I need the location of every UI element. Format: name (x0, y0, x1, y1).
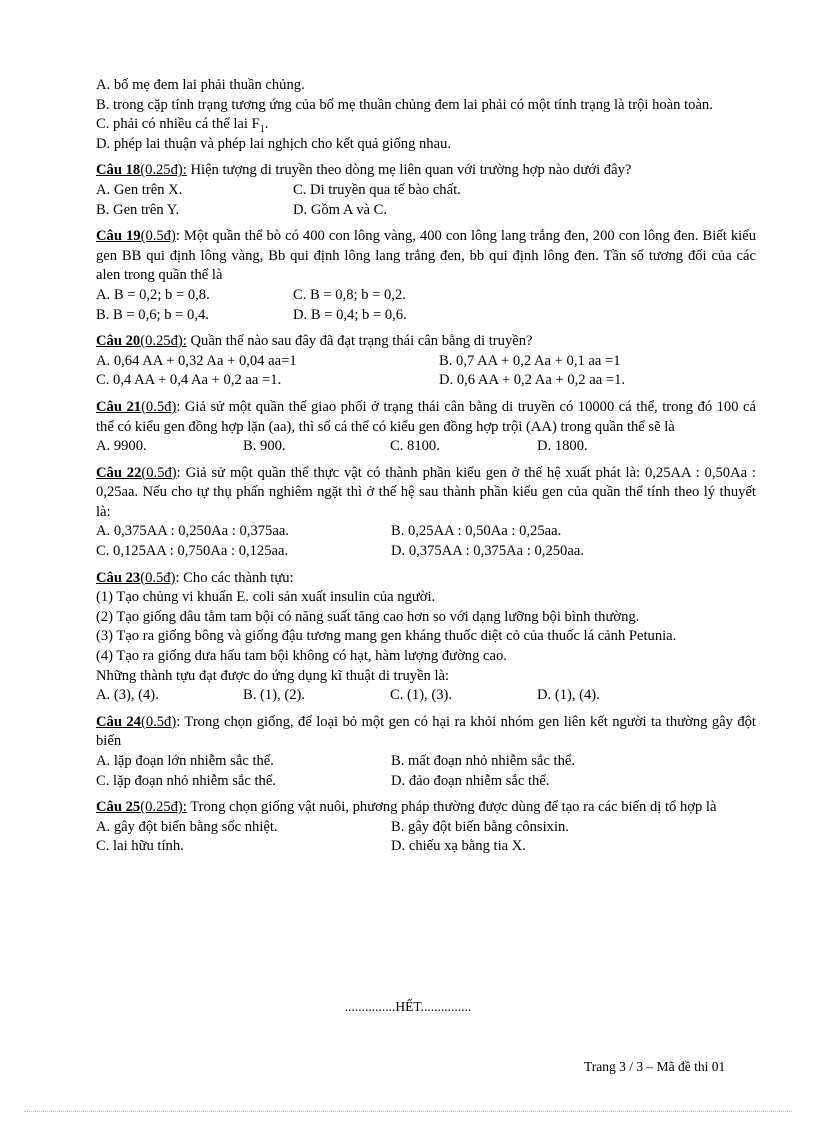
question-22 (96, 464, 756, 562)
question-text: Quần thể nào sau đây đã đạt trạng thái cân bằng di truyền? (186, 333, 533, 350)
options-row (96, 352, 756, 372)
options-row (96, 286, 756, 306)
question-stem (96, 713, 756, 752)
options-row (96, 371, 756, 391)
options-row (96, 542, 756, 562)
option-b: B. Gen trên Y. (96, 201, 180, 218)
options-row (96, 772, 756, 792)
options-row (96, 522, 756, 542)
option-a: A. Gen trên X. (96, 181, 183, 198)
question-label: Câu 19 (96, 228, 141, 245)
statement-1: (1) Tạo chủng vi khuẩn E. coli sản xuất insulin của người. (96, 589, 436, 606)
question-text: : Giả sử một quần thể thực vật có thành phần kiểu gen ở thế hệ xuất phát là: 0,25AA : 0,50Aa : 0,25aa. Nếu cho tự thụ phấn nghiêm ngặt thì ở thế hệ sau thành phần kiểu gen của quần thể tính theo lý thuyết là: (96, 464, 756, 520)
option-d: D. 1800. (537, 438, 588, 455)
option-b: B. 0,7 AA + 0,2 Aa + 0,1 aa =1 (439, 352, 621, 369)
question-points: (0.5đ) (141, 398, 177, 415)
exam-page (96, 76, 756, 857)
option-c: C. 0,4 AA + 0,4 Aa + 0,2 aa =1. (96, 372, 282, 389)
question-stem (96, 798, 756, 818)
question-ask: Những thành tựu đạt được do ứng dụng kĩ thuật di truyền là: (96, 667, 450, 684)
option-c: C. B = 0,8; b = 0,2. (293, 286, 406, 303)
question-points: (0.5đ) (140, 713, 177, 730)
option-a: A. lặp đoạn lớn nhiễm sắc thể. (96, 753, 274, 769)
question-23 (96, 569, 756, 706)
option-c: C. (1), (3). (390, 687, 453, 704)
question-stem (96, 332, 756, 352)
question-points: (0.25đ): (140, 162, 187, 179)
option-b: B. B = 0,6; b = 0,4. (96, 306, 209, 323)
question-20 (96, 332, 756, 391)
question-18 (96, 161, 756, 220)
options-row (96, 181, 756, 201)
question-text: : Trong chọn giống, để loại bỏ một gen có hại ra khỏi nhóm gen liên kết người ta thường gây đột biến (96, 713, 756, 750)
option-d: D. (1), (4). (537, 687, 600, 704)
option-a: A. 9900. (96, 438, 147, 455)
question-text: Hiện tượng di truyền theo dòng mẹ liên quan với trường hợp nào dưới đây? (186, 162, 632, 179)
options-row (96, 818, 756, 838)
question-stem (96, 398, 756, 437)
question-label: Câu 21 (96, 398, 142, 415)
option-a: A. gây đột biến bằng sốc nhiệt. (96, 818, 278, 835)
question-21 (96, 398, 756, 457)
question-label: Câu 20 (96, 333, 141, 350)
question-points: (0.25đ): (140, 799, 187, 816)
question-label: Câu 24 (96, 713, 141, 730)
page-bottom-divider (24, 1111, 792, 1112)
option-c: C. 0,125AA : 0,750Aa : 0,125aa. (96, 543, 289, 560)
question-text: : Một quần thể bò có 400 con lông vàng, 400 con lông lang trắng đen, 200 con lông đen. Biết kiểu gen BB qui định lông vàng, Bb qui định lông lang trắng đen, bb qui định lông đen. Tần số tương đối của các alen trong quần thể là (96, 228, 756, 284)
option-b: B. trong cặp tính trạng tương ứng của bố mẹ thuần chủng đem lai phải có một tính trạng là trội hoàn toàn. (96, 96, 713, 113)
option-d: D. Gồm A và C. (293, 201, 388, 218)
page-footer: Trang 3 / 3 – Mã đề thi 01 (584, 1059, 726, 1074)
option-b: B. (1), (2). (243, 687, 306, 704)
question-text: : Cho các thành tựu: (175, 569, 294, 586)
end-marker: ...............HẾT............... (344, 999, 472, 1014)
options-row (96, 201, 756, 221)
option-a: A. 0,64 AA + 0,32 Aa + 0,04 aa=1 (96, 352, 297, 369)
option-c: C. lai hữu tính. (96, 838, 184, 855)
question-19 (96, 227, 756, 325)
options-row (96, 306, 756, 326)
option-d: D. phép lai thuận và phép lai nghịch cho kết quả giống nhau. (96, 135, 452, 152)
option-d: D. chiếu xạ bằng tia X. (391, 838, 526, 855)
question-24 (96, 713, 756, 791)
question-stem (96, 227, 756, 286)
option-a: A. bố mẹ đem lai phải thuần chủng. (96, 77, 305, 93)
question-stem (96, 161, 756, 181)
option-a: A. (3), (4). (96, 687, 159, 704)
statement-2: (2) Tạo giống dâu tằm tam bội có năng suất tăng cao hơn so với dạng lưỡng bội bình thường. (96, 608, 640, 625)
statement-4: (4) Tạo ra giống dưa hấu tam bội không có hạt, hàm lượng đường cao. (96, 648, 507, 665)
question-points: (0.25đ): (140, 333, 187, 350)
question-text: Trong chọn giống vật nuôi, phương pháp thường được dùng để tạo ra các biến dị tổ hợp là (186, 799, 717, 816)
question-label: Câu 22 (96, 464, 142, 481)
option-c: C. Di truyền qua tế bào chất. (293, 181, 461, 198)
option-b: B. 900. (243, 438, 286, 455)
option-a: A. 0,375AA : 0,250Aa : 0,375aa. (96, 523, 289, 540)
option-d: D. B = 0,4; b = 0,6. (293, 306, 407, 323)
option-c: C. 8100. (390, 438, 440, 455)
options-row (96, 437, 756, 457)
option-b: B. gây đột biến bằng cônsixin. (391, 818, 569, 835)
option-b: B. 0,25AA : 0,50Aa : 0,25aa. (391, 523, 562, 540)
question-17-options (96, 76, 756, 154)
question-label: Câu 18 (96, 162, 141, 179)
option-c: C. lặp đoạn nhỏ nhiễm sắc thể. (96, 772, 276, 789)
statement-3: (3) Tạo ra giống bông và giống đậu tương mang gen kháng thuốc diệt cỏ của thuốc lá cảnh Petunia. (96, 628, 677, 645)
question-stem (96, 569, 756, 589)
option-a: A. B = 0,2; b = 0,8. (96, 286, 210, 303)
question-points: (0.5đ) (141, 464, 177, 481)
question-label: Câu 25 (96, 799, 141, 816)
option-c: C. phải có nhiều cá thể lai $F_1$. (96, 116, 269, 136)
option-d: D. 0,6 AA + 0,2 Aa + 0,2 aa =1. (439, 372, 626, 389)
option-b: B. mất đoạn nhỏ nhiễm sắc thể. (391, 753, 576, 769)
question-text: : Giả sử một quần thể giao phối ở trạng thái cân bằng di truyền có 10000 cá thể, trong đó 100 cá thể có kiểu gen đồng hợp lặn (aa), thì số cá thể có kiểu gen đồng hợp trội (AA) trong quần thể sẽ là (96, 398, 756, 435)
option-d: D. đảo đoạn nhiễm sắc thể. (391, 772, 550, 789)
option-d: D. 0,375AA : 0,375Aa : 0,250aa. (391, 543, 584, 560)
options-row (96, 837, 756, 857)
question-points: (0.5đ) (140, 228, 176, 245)
options-row (96, 752, 756, 772)
options-row (96, 686, 756, 706)
question-stem (96, 464, 756, 523)
question-points: (0.5đ) (140, 569, 176, 586)
question-25 (96, 798, 756, 857)
question-label: Câu 23 (96, 569, 141, 586)
